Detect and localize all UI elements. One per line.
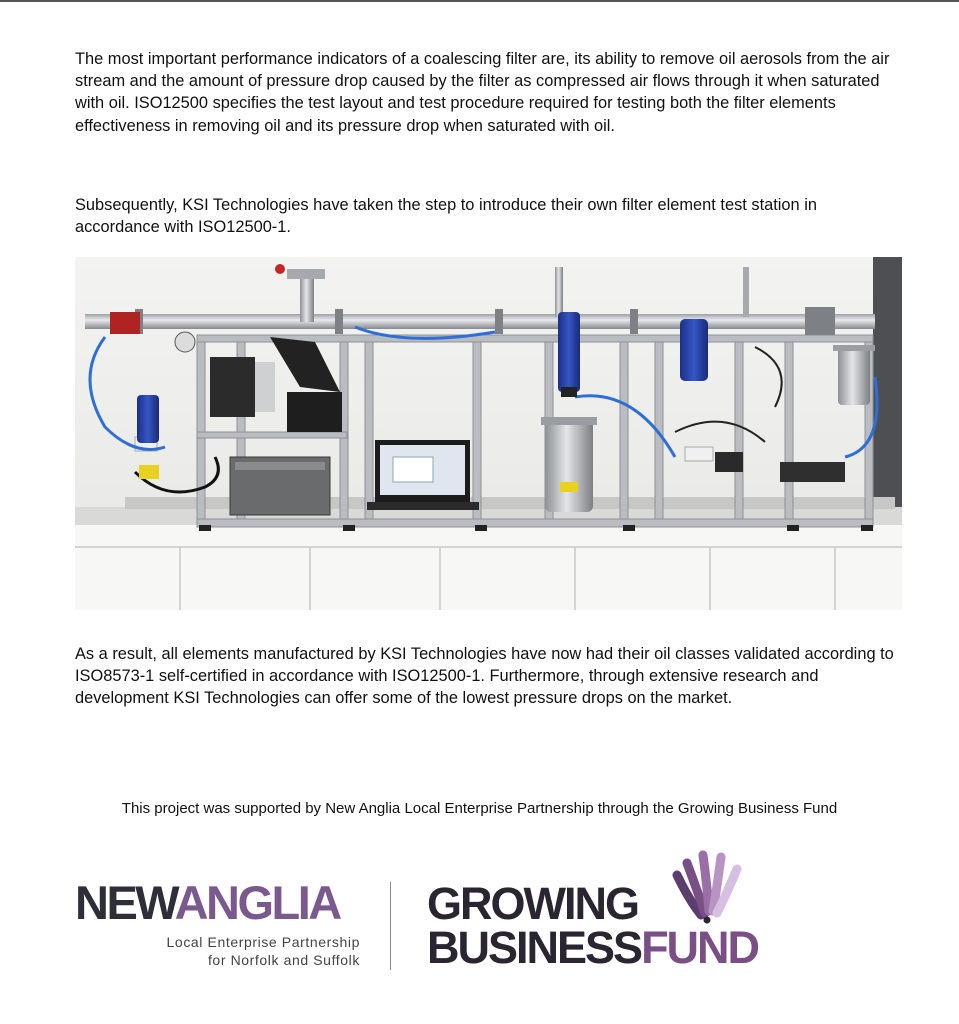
gbf-word-fund: FUND xyxy=(641,922,759,973)
support-statement: This project was supported by New Anglia Local Enterprise Partnership through the Growing Business Fund xyxy=(121,800,838,817)
top-rule xyxy=(0,0,959,2)
new-anglia-logo xyxy=(75,870,375,980)
intro-paragraph: The most important performance indicators of a coalescing filter are, its ability to remove oil aerosols from the air stream and the amount of pressure drop caused by the filter as compressed air flows through it when saturated with oil. ISO12500 specifies the test layout and test procedure required for testing both the filter elements effectiveness in removing oil and its pressure drop when saturated with oil. xyxy=(75,50,890,135)
logo-divider xyxy=(390,882,391,970)
balloon-icon xyxy=(657,845,752,925)
gbf-line-growing: GROWING xyxy=(427,878,638,929)
new-anglia-word-anglia: ANGLIA xyxy=(174,876,340,929)
test-station-paragraph: Subsequently, KSI Technologies have taken the step to introduce their own filter element test station in accordance with ISO12500-1. xyxy=(75,196,817,237)
new-anglia-subtitle-line2: for Norfolk and Suffolk xyxy=(207,952,360,968)
new-anglia-word-new: NEW xyxy=(75,876,175,929)
validation-paragraph: As a result, all elements manufactured by KSI Technologies have now had their oil classes validated according to ISO8573-1 self-certified in accordance with ISO12500-1. Furthermore, through extensive research and development KSI Technologies can offer some of the lowest pressure drops on the market. xyxy=(75,645,894,708)
test-station-photo xyxy=(75,257,902,610)
new-anglia-wordmark xyxy=(75,878,340,928)
gbf-word-business: BUSINESS xyxy=(427,922,642,973)
new-anglia-subtitle-line1: Local Enterprise Partnership xyxy=(166,934,360,950)
growing-business-fund-logo xyxy=(425,845,795,975)
gbf-line-business-fund xyxy=(427,922,759,973)
